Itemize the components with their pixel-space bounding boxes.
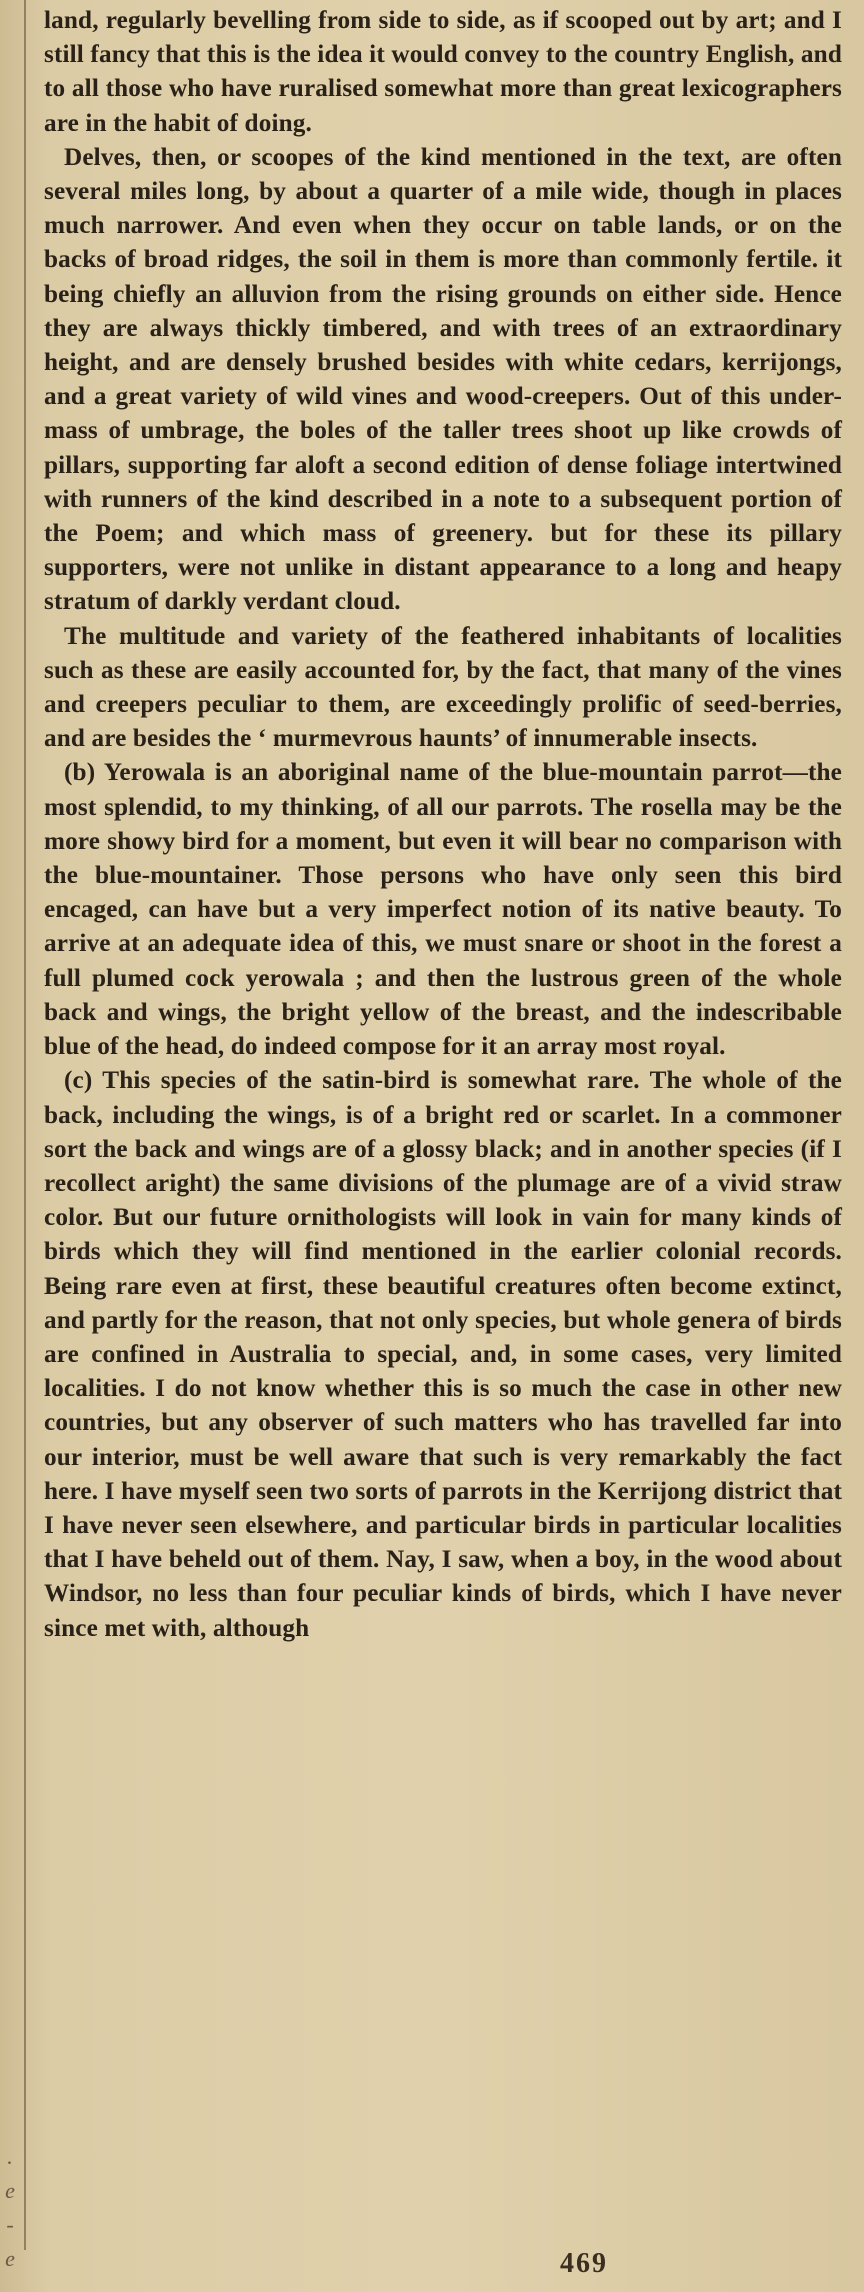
paragraph-text: land, regularly bevelling from side to side, as if scooped out by art; and I still fancy that this is the idea it would convey to the country English, and to all those who have ruralised somewhat more than great lexicographers are in the habit of doing. [44,7,842,137]
margin-rule [24,0,26,2250]
margin-marks [0,2140,20,2276]
margin-mark: e [5,2178,15,2203]
paragraph-text: (c) This species of the satin-bird is somewhat rare. The whole of the back, including the wings, is of a bright red or scarlet. In a commoner sort the back and wings are of a glossy black; and in another species (if I recollect aright) the same divisions of the plumage are of a vivid straw color. But our future ornithologists will look in vain for many kinds of birds which they will find mentioned in the earlier colonial records. Being rare even at first, these beautiful creatures often become extinct, and partly for the reason, that not only species, but whole genera of birds are confined in Australia to special, and, in some cases, very limited localities. I do not know whether this is so much the case in other new countries, but any observer of such matters who has travelled far into our interior, must be well aware that such is very remarkably the fact here. I have myself seen two sorts of parrots in the Kerrijong district that I have never seen elsewhere, and particular birds in particular localities that I have beheld out of them. Nay, I saw, when a boy, in the wood about Windsor, no less than four peculiar kinds of birds, which I have never since met with, although [44,1067,842,1642]
page-number: 469 [560,2248,608,2279]
paragraph-feathered-inhabitants [44,620,842,757]
margin-mark: - [6,2212,14,2237]
paragraph-yerowala [44,756,842,1064]
paragraph-ruralised [44,4,842,141]
margin-mark: e [5,2246,15,2271]
paragraph-text: The multitude and variety of the feathered inhabitants of localities such as these are easily accounted for, by the fact, that many of the vines and creepers peculiar to them, are exceedingly prolific of seed-berries, and are besides the ‘ murmevrous haunts’ of innumerable insects. [44,622,842,753]
text-column [44,4,842,1646]
paragraph-satin-bird [44,1064,842,1645]
paragraph-text: Delves, then, or scoopes of the kind mentioned in the text, are often several miles long, by about a quarter of a mile wide, though in places much narrower. And even when they occur on table lands, or on the backs of broad ridges, the soil in them is more than commonly fertile. it being chiefly an alluvion from the rising grounds on either side. Hence they are always thickly timbered, and with trees of an extraordinary height, and are densely brushed besides with white cedars, kerrijongs, and a great variety of wild vines and wood-creepers. Out of this under-mass of umbrage, the boles of the taller trees shoot up like crowds of pillars, supporting far aloft a second edition of dense foliage intertwined with runners of the kind described in a note to a subsequent portion of the Poem; and which mass of greenery. but for these its pillary supporters, were not unlike in distant appearance to a long and heapy stratum of darkly verdant cloud. [44,143,842,616]
margin-mark: . [7,2144,13,2169]
paragraph-text: (b) Yerowala is an aboriginal name of the blue-mountain parrot—the most splendid, to my thinking, of all our parrots. The rosella may be the more showy bird for a moment, but even it will bear no comparison with the blue-mountainer. Those persons who have only seen this bird encaged, can have but a very imperfect notion of its native beauty. To arrive at an adequate idea of this, we must snare or shoot in the forest a full plumed cock yerowala ; and then the lustrous green of the whole back and wings, the bright yellow of the breast, and the indescribable blue of the head, do indeed compose for it an array most royal. [44,759,842,1061]
paragraph-delves [44,141,842,620]
